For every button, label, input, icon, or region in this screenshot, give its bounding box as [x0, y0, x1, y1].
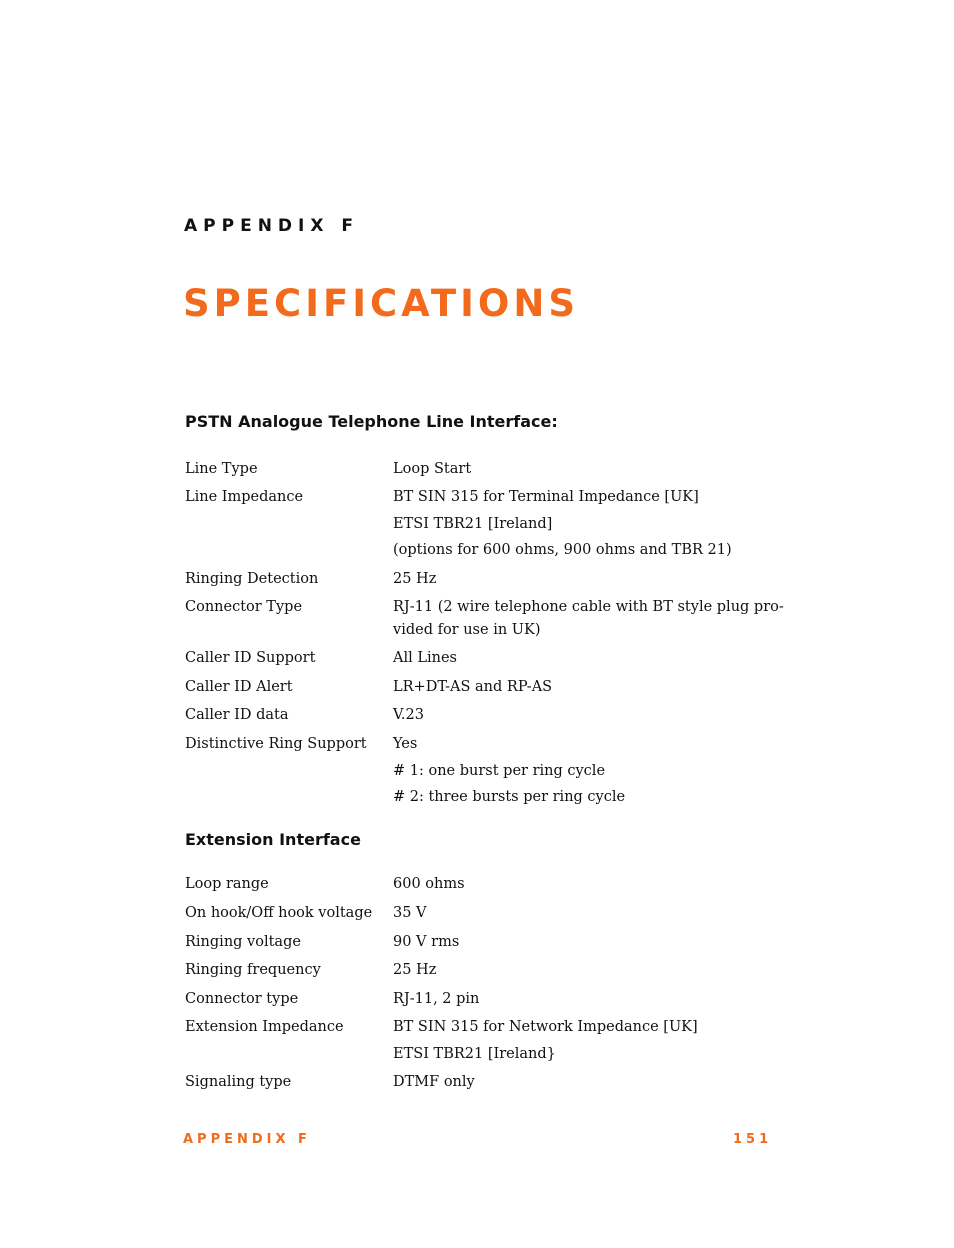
spec-value-line: Yes: [393, 736, 418, 752]
spec-value: [393, 486, 763, 562]
section-heading-extension: Extension Interface: [185, 830, 361, 849]
spec-value: [393, 1071, 763, 1094]
appendix-label: APPENDIX F: [184, 216, 359, 236]
spec-label: Line Impedance: [185, 489, 304, 505]
spec-value: [393, 902, 763, 925]
spec-label: Signaling type: [185, 1074, 292, 1090]
spec-value: [393, 458, 763, 481]
spec-value: [393, 676, 763, 699]
spec-value-line: V.23: [393, 707, 424, 723]
spec-value: [393, 873, 763, 896]
spec-label: Connector Type: [185, 599, 303, 615]
spec-value-line: DTMF only: [393, 1074, 475, 1090]
spec-value-line: 25 Hz: [393, 571, 437, 587]
spec-value-line: ETSI TBR21 [Ireland}: [393, 1045, 556, 1062]
spec-value-line: RJ-11, 2 pin: [393, 991, 480, 1007]
spec-value-line: BT SIN 315 for Terminal Impedance [UK]: [393, 489, 699, 505]
spec-label: Caller ID Support: [185, 650, 316, 666]
spec-value: [393, 704, 763, 727]
page-title: SPECIFICATIONS: [183, 282, 579, 325]
spec-label: Ringing voltage: [185, 934, 301, 950]
footer-section-label: APPENDIX F: [183, 1132, 311, 1147]
spec-label: Ringing Detection: [185, 571, 319, 587]
spec-value-line: 35 V: [393, 905, 427, 921]
spec-value-line: All Lines: [393, 650, 457, 666]
spec-value-line: 90 V rms: [393, 934, 460, 950]
spec-value-line: # 2: three bursts per ring cycle: [393, 789, 626, 805]
page-number: 151: [733, 1132, 773, 1147]
spec-value: [393, 647, 763, 670]
spec-value-line: # 1: one burst per ring cycle: [393, 762, 606, 779]
spec-value-line: Loop Start: [393, 461, 472, 477]
spec-value-line: RJ-11 (2 wire telephone cable with BT style plug pro-: [393, 599, 784, 615]
spec-value-line: BT SIN 315 for Network Impedance [UK]: [393, 1019, 698, 1035]
spec-label: Ringing frequency: [185, 962, 321, 978]
spec-value: [393, 568, 763, 591]
spec-label: Loop range: [185, 876, 269, 892]
spec-label: Extension Impedance: [185, 1019, 344, 1035]
spec-label: Connector type: [185, 991, 299, 1007]
section-heading-pstn: PSTN Analogue Telephone Line Interface:: [185, 412, 558, 431]
spec-value: [393, 733, 763, 809]
spec-label: Caller ID Alert: [185, 679, 293, 695]
spec-value: [393, 1016, 763, 1066]
spec-value-line: 25 Hz: [393, 962, 437, 978]
spec-label: On hook/Off hook voltage: [185, 905, 373, 921]
spec-value-line: ETSI TBR21 [Ireland]: [393, 515, 553, 532]
spec-label: Caller ID data: [185, 707, 289, 723]
spec-value: [393, 596, 784, 642]
spec-value-line: (options for 600 ohms, 900 ohms and TBR 21): [393, 542, 732, 558]
spec-value-line: 600 ohms: [393, 876, 465, 892]
spec-value-line: vided for use in UK): [393, 622, 541, 638]
spec-label: Distinctive Ring Support: [185, 736, 367, 752]
spec-value: [393, 988, 763, 1011]
spec-value-line: LR+DT-AS and RP-AS: [393, 679, 553, 695]
spec-label: Line Type: [185, 461, 258, 477]
spec-value: [393, 959, 763, 982]
spec-value: [393, 931, 763, 954]
